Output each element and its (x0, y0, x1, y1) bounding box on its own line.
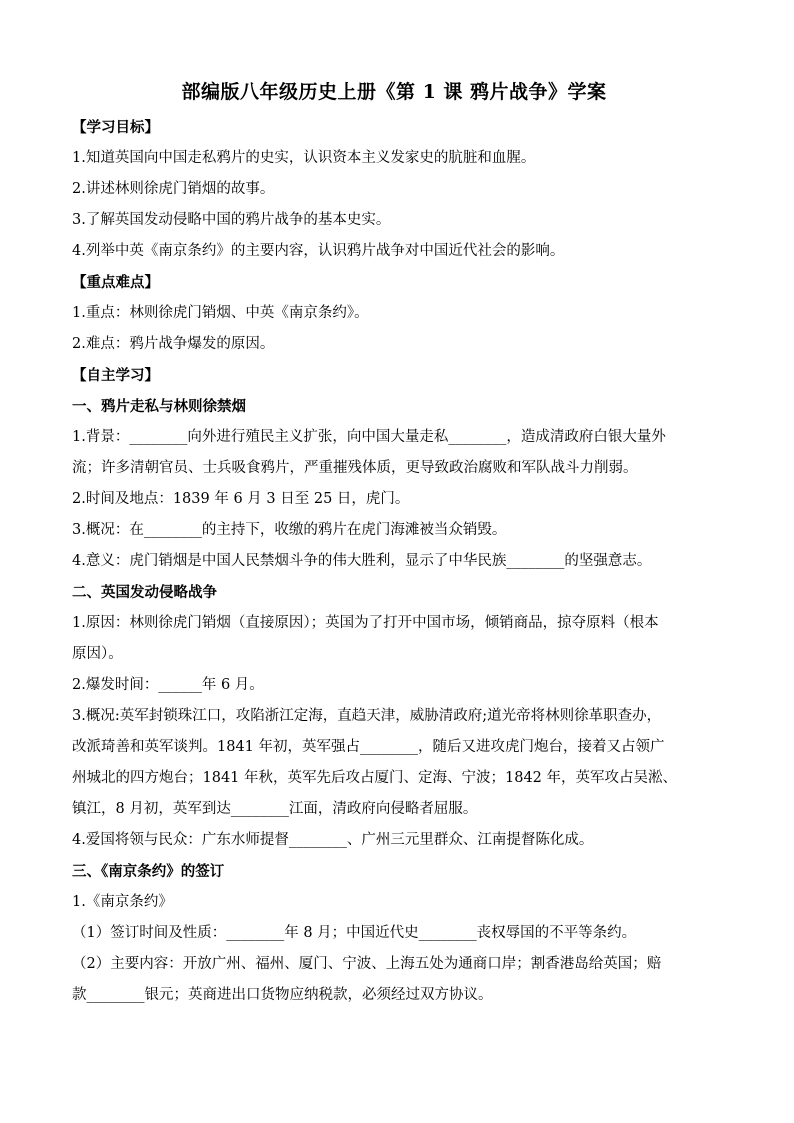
text-line: 2.难点：鸦片战争爆发的原因。 (72, 336, 275, 352)
text-line: 1.背景：________向外进行殖民主义扩张，向中国大量走私________，造成清政府白银大量外 (72, 429, 666, 445)
text-line: 原因）。 (72, 646, 123, 662)
text-line: 款________银元；英商进出口货物应纳税款，必须经过双方协议。 (72, 987, 493, 1003)
text-line: 2.讲述林则徐虎门销烟的故事。 (72, 181, 275, 197)
document-title: 部编版八年级历史上册《第 1 课 鸦片战争》学案 (181, 81, 607, 103)
section-heading: 【重点难点】 (72, 274, 159, 291)
text-line: 州城北的四方炮台；1841 年秋，英军先后攻占厦门、定海、宁波；1842 年，英军攻占吴淞、 (72, 770, 678, 786)
text-line: 1.重点：林则徐虎门销烟、中英《南京条约》。 (72, 305, 369, 321)
section-heading: 【学习目标】 (72, 119, 159, 136)
text-line: 4.爱国将领与民众：广东水师提督________、广州三元里群众、江南提督陈化成。 (72, 832, 594, 848)
document-body (72, 112, 716, 1011)
section-heading: 【自主学习】 (72, 367, 159, 384)
text-line: （1）签订时间及性质：________年 8 月；中国近代史________丧权辱国的不平等条约。 (72, 925, 637, 941)
text-line: 4.意义：虎门销烟是中国人民禁烟斗争的伟大胜利，显示了中华民族________的坚强意志。 (72, 553, 652, 569)
text-line: 改派琦善和英军谈判。1841 年初，英军强占________，随后又进攻虎门炮台，接着又占领广 (72, 739, 665, 755)
text-line: （2）主要内容：开放广州、福州、厦门、宁波、上海五处为通商口岸；割香港岛给英国；赔 (72, 956, 662, 972)
text-line: 2.时间及地点：1839 年 6 月 3 日至 25 日，虎门。 (72, 491, 410, 507)
text-line: 1.知道英国向中国走私鸦片的史实，认识资本主义发家史的肮脏和血腥。 (72, 150, 536, 166)
text-line: 3.了解英国发动侵略中国的鸦片战争的基本史实。 (72, 212, 391, 228)
section-heading: 二、英国发动侵略战争 (72, 584, 217, 601)
section-heading: 一、鸦片走私与林则徐禁烟 (72, 398, 246, 415)
text-line: 流；许多清朝官员、士兵吸食鸦片，严重摧残体质，更导致政治腐败和军队战斗力削弱。 (72, 460, 638, 476)
text-line: 3.概况:英军封锁珠江口，攻陷浙江定海，直趋天津，威胁清政府;道光帝将林则徐革职查办， (72, 708, 662, 724)
text-line: 镇江，8 月初，英军到达________江面，清政府向侵略者屈服。 (72, 801, 478, 817)
text-line: 1.原因：林则徐虎门销烟（直接原因）；英国为了打开中国市场，倾销商品，掠夺原料（根本 (72, 615, 659, 631)
text-line: 3.概况：在________的主持下，收缴的鸦片在虎门海滩被当众销毁。 (72, 522, 507, 538)
text-line: 4.列举中英《南京条约》的主要内容，认识鸦片战争对中国近代社会的影响。 (72, 243, 565, 259)
text-line: 2.爆发时间：______年 6 月。 (72, 677, 264, 693)
text-line: 1.《南京条约》 (72, 894, 173, 910)
section-heading: 三、《南京条约》的签订 (72, 863, 225, 880)
